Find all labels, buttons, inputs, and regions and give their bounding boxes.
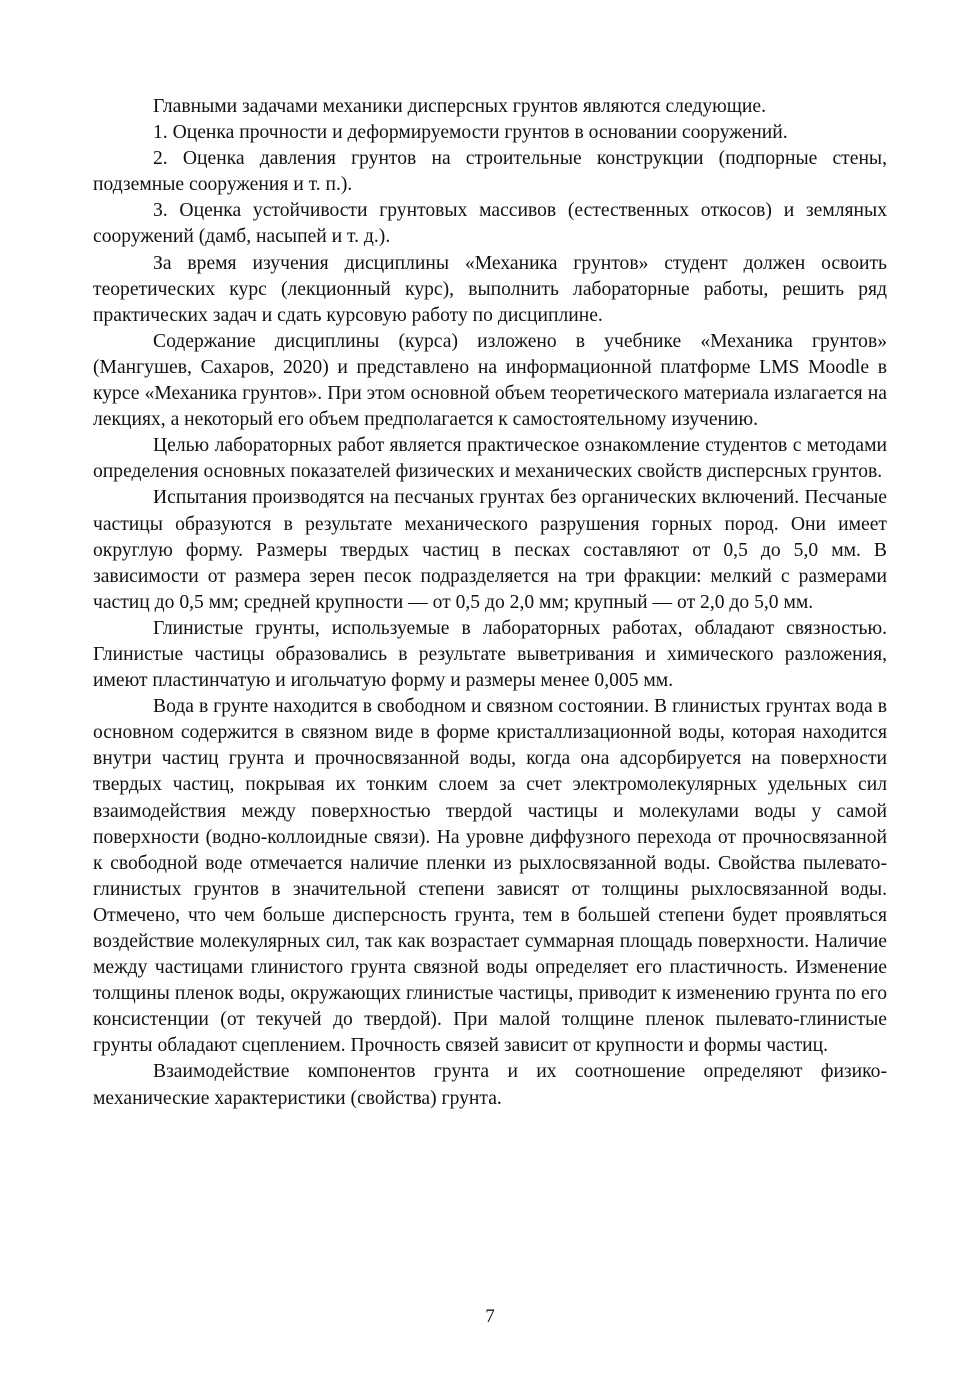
paragraph-sand-tests: Испытания производятся на песчаных грунтах без органических включений. Песчаные частицы образуются в результате механического разрушения горных пород. Они имеет округлую форму. Размеры твердых частиц в песках составляют от 0,5 до 5,0 мм. В зависимости от размера зерен песок подразделяется на три фракции: мелкий с размерами частиц до 0,5 мм; средней крупности — от 0,5 до 2,0 мм; крупный — от 2,0 до 5,0 мм. <box>93 487 887 613</box>
paragraph-course-requirements: За время изучения дисциплины «Механика грунтов» студент должен освоить теоретических курс (лекционный курс), выполнить лабораторные работы, решить ряд практических задач и сдать курсовую работу по дисциплине. <box>93 252 887 326</box>
paragraph-course-content: Содержание дисциплины (курса) изложено в учебнике «Механика грунтов» (Мангушев, Сахаров, 2020) и представлено на информационной платформе LMS Moodle в курсе «Механика грунтов». При этом основной объем теоретического материала излагается на лекциях, а некоторый его объем предполагается к самостоятельному изучению. <box>93 330 887 431</box>
page-number: 7 <box>485 1306 495 1327</box>
paragraph-intro: Главными задачами механики дисперсных грунтов являются следующие. <box>153 96 766 117</box>
paragraph-water-in-soil: Вода в грунте находится в свободном и связном состоянии. В глинистых грунтах вода в основном содержится в связном виде в форме кристаллизационной воды, которая находится внутри частиц грунта и прочносвязанной воды, когда она адсорбируется на поверхности твердых частиц, покрывая их тонким слоем за счет электромолекулярных удельных сил взаимодействия между поверхностью твердой частицы и молекулами воды у самой поверхности (водно-коллоидные связи). На уровне диффузного перехода от прочносвязанной к свободной воде отмечается наличие пленки из рыхлосвязанной воды. Свойства пылевато-глинистых грунтов в значительной степени зависят от толщины рыхлосвязанной воды. Отмечено, что чем больше дисперсность грунта, тем в большей степени будет проявляться воздействие молекулярных сил, так как возрастает суммарная площадь поверхности. Наличие между частицами глинистого грунта связной воды определяет его пластичность. Изменение толщины пленок воды, окружающих глинистые частицы, приводит к изменению грунта по его консистенции (от текучей до твердой). При малой толщине пленок пылевато-глинистые грунты обладают сцеплением. Прочность связей зависит от крупности и формы частиц. <box>93 696 887 1057</box>
paragraph-lab-goal: Целью лабораторных работ является практическое ознакомление студентов с методами определения основных показателей физических и механических свойств дисперсных грунтов. <box>93 435 887 483</box>
paragraph-task-3: 3. Оценка устойчивости грунтовых массивов (естественных откосов) и земляных сооружений (дамб, насыпей и т. д.). <box>93 200 887 248</box>
paragraph-clay-soils: Глинистые грунты, используемые в лабораторных работах, обладают связностью. Глинистые частицы образовались в результате выветривания и химического разложения, имеют пластинчатую и игольчатую форму и размеры менее 0,005 мм. <box>93 617 887 692</box>
paragraph-task-1: 1. Оценка прочности и деформируемости грунтов в основании сооружений. <box>153 122 788 144</box>
paragraph-soil-components: Взаимодействие компонентов грунта и их соотношение определяют физико-механические характеристики (свойства) грунта. <box>93 1061 887 1109</box>
paragraph-task-2: 2. Оценка давления грунтов на строительные конструкции (подпорные стены, подземные сооружения и т. п.). <box>93 148 887 196</box>
body-text <box>93 94 887 1112</box>
